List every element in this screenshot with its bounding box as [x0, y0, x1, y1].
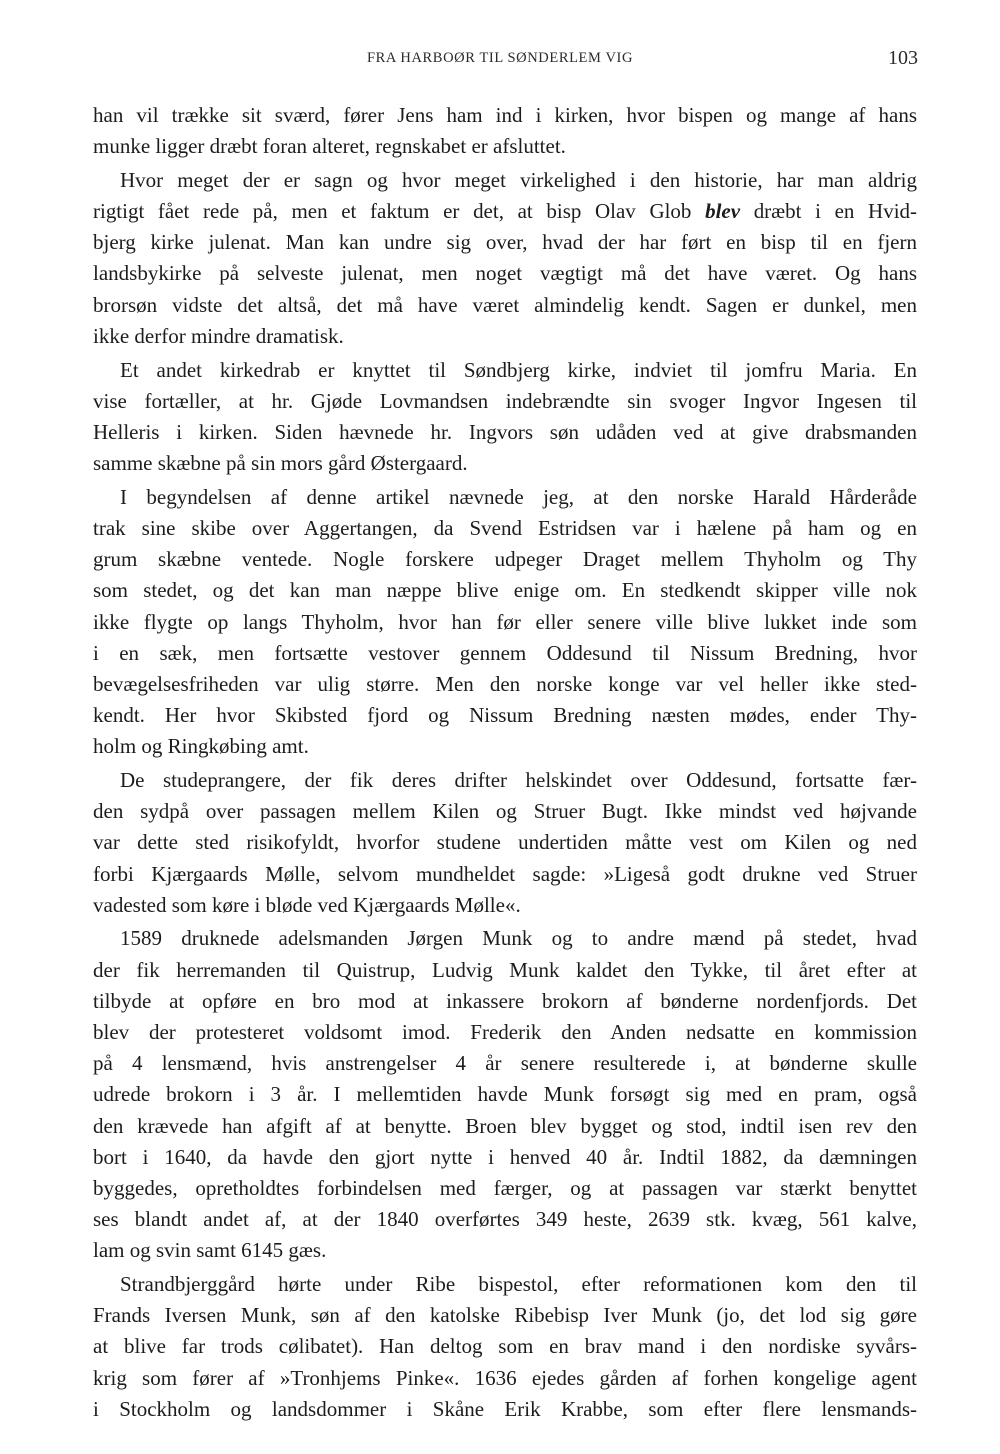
text-line: Et andet kirkedrab er knyttet til Søndbjerg kirke, indviet til jomfru Maria. En	[120, 357, 917, 382]
paragraph-6	[93, 923, 917, 1266]
text-line: den krævede han afgift af at benytte. Broen blev bygget og stod, indtil isen rev den	[93, 1113, 917, 1138]
text-body	[93, 100, 917, 1425]
text-line: vadested som køre i bløde ved Kjærgaards Mølle«.	[93, 892, 521, 917]
text-line: blev der protesteret voldsomt imod. Frederik den Anden nedsatte en kommission	[93, 1019, 917, 1044]
emphasized-word: blev	[705, 199, 741, 224]
text-line: 1589 druknede adelsmanden Jørgen Munk og to andre mænd på stedet, hvad	[120, 926, 917, 951]
text-line: I begyndelsen af denne artikel nævnede jeg, at den norske Harald Hårderåde	[120, 484, 917, 509]
text-line: bort i 1640, da havde den gjort nytte i henved 40 år. Indtil 1882, da dæmningen	[93, 1144, 917, 1169]
text-line: at blive far trods cølibatet). Han deltog som en brav mand i den nordiske syvårs-	[93, 1334, 917, 1359]
text-line: lam og svin samt 6145 gæs.	[93, 1238, 327, 1263]
text-line: kendt. Her hvor Skibsted fjord og Nissum Bredning næsten mødes, ender Thy-	[93, 703, 917, 728]
text-line: Hvor meget der er sagn og hvor meget virkelighed i den historie, har man aldrig	[120, 167, 917, 192]
paragraph-5	[93, 765, 917, 921]
text-line: krig som fører af »Tronhjems Pinke«. 1636 ejedes gården af forhen kongelige agent	[93, 1365, 917, 1390]
text-line: Strandbjerggård hørte under Ribe bispestol, efter reformationen kom den til	[120, 1271, 917, 1296]
text-line: byggedes, opretholdtes forbindelsen med færger, og at passagen var stærkt benyttet	[93, 1175, 917, 1200]
text-line: bjerg kirke julenat. Man kan undre sig over, hvad der har ført en bisp til en fjern	[93, 230, 917, 255]
text-line: Helleris i kirken. Siden hævnede hr. Ingvors søn udåden ved at give drabsmanden	[93, 419, 917, 444]
text-line: var dette sted risikofyldt, hvorfor studene undertiden måtte vest om Kilen og ned	[93, 830, 917, 855]
text-fragment: rigtigt fået rede på, men et faktum er det, at bisp Olav Glob	[93, 199, 692, 224]
paragraph-7	[93, 1269, 917, 1425]
running-head: FRA HARBOØR TIL SØNDERLEM VIG	[366, 50, 634, 66]
text-line	[93, 196, 917, 227]
text-line: landsbykirke på selveste julenat, men noget vægtigt må det have været. Og hans	[93, 261, 917, 286]
text-line: på 4 lensmænd, hvis anstrengelser 4 år senere resulterede i, at bønderne skulle	[93, 1051, 917, 1076]
text-line: bevægelsesfriheden var ulig større. Men den norske konge var vel heller ikke sted-	[93, 671, 917, 696]
text-line: trak sine skibe over Aggertangen, da Svend Estridsen var i hælene på ham og en	[93, 515, 917, 540]
text-line: vise fortæller, at hr. Gjøde Lovmandsen indebrændte sin svoger Ingvor Ingesen til	[93, 388, 917, 413]
text-line: han vil trække sit sværd, fører Jens ham ind i kirken, hvor bispen og mange af hans	[93, 103, 917, 127]
text-line: samme skæbne på sin mors gård Østergaard.	[93, 451, 468, 476]
text-line: forbi Kjærgaards Mølle, selvom mundheldet sagde: »Ligeså godt drukne ved Struer	[93, 861, 917, 886]
text-line: Frands Iversen Munk, søn af den katolske Ribebisp Iver Munk (jo, det lod sig gøre	[93, 1303, 917, 1328]
text-line: ikke derfor mindre dramatisk.	[93, 323, 344, 348]
text-line: ses blandt andet af, at der 1840 overførtes 349 heste, 2639 stk. kvæg, 561 kalve,	[93, 1207, 917, 1232]
text-line: den sydpå over passagen mellem Kilen og Struer Bugt. Ikke mindst ved højvande	[93, 799, 917, 824]
text-line: der fik herremanden til Quistrup, Ludvig Munk kaldet den Tykke, til året efter at	[93, 957, 917, 982]
paragraph-3	[93, 355, 917, 480]
text-line: grum skæbne ventede. Nogle forskere udpeger Draget mellem Thyholm og Thy	[93, 547, 917, 572]
text-line: i en sæk, men fortsætte vestover gennem Oddesund til Nissum Bredning, hvor	[93, 640, 917, 665]
text-line: De studeprangere, der fik deres drifter helskindet over Oddesund, fortsatte fær-	[120, 767, 917, 792]
paragraph-4	[93, 482, 917, 763]
paragraph-1	[93, 100, 917, 162]
text-line: i Stockholm og landsdommer i Skåne Erik Krabbe, som efter flere lensmands-	[93, 1396, 917, 1421]
text-line: tilbyde at opføre en bro mod at inkassere brokorn af bønderne nordenfjords. Det	[93, 988, 917, 1013]
text-line: ikke flygte op langs Thyholm, hvor han før eller senere ville blive lukket inde som	[93, 609, 917, 634]
text-line: udrede brokorn i 3 år. I mellemtiden havde Munk forsøgt sig med en pram, også	[93, 1082, 917, 1107]
text-line: brorsøn vidste det altså, det må have været almindelig kendt. Sagen er dunkel, men	[93, 292, 917, 317]
text-line: som stedet, og det kan man næppe blive enige om. En stedkendt skipper ville nok	[93, 578, 917, 603]
text-line: holm og Ringkøbing amt.	[93, 734, 309, 759]
paragraph-2	[93, 165, 917, 352]
page-number: 103	[888, 47, 918, 69]
text-line: munke ligger dræbt foran alteret, regnskabet er afsluttet.	[93, 134, 566, 159]
text-fragment: dræbt i en Hvid-	[753, 199, 918, 224]
